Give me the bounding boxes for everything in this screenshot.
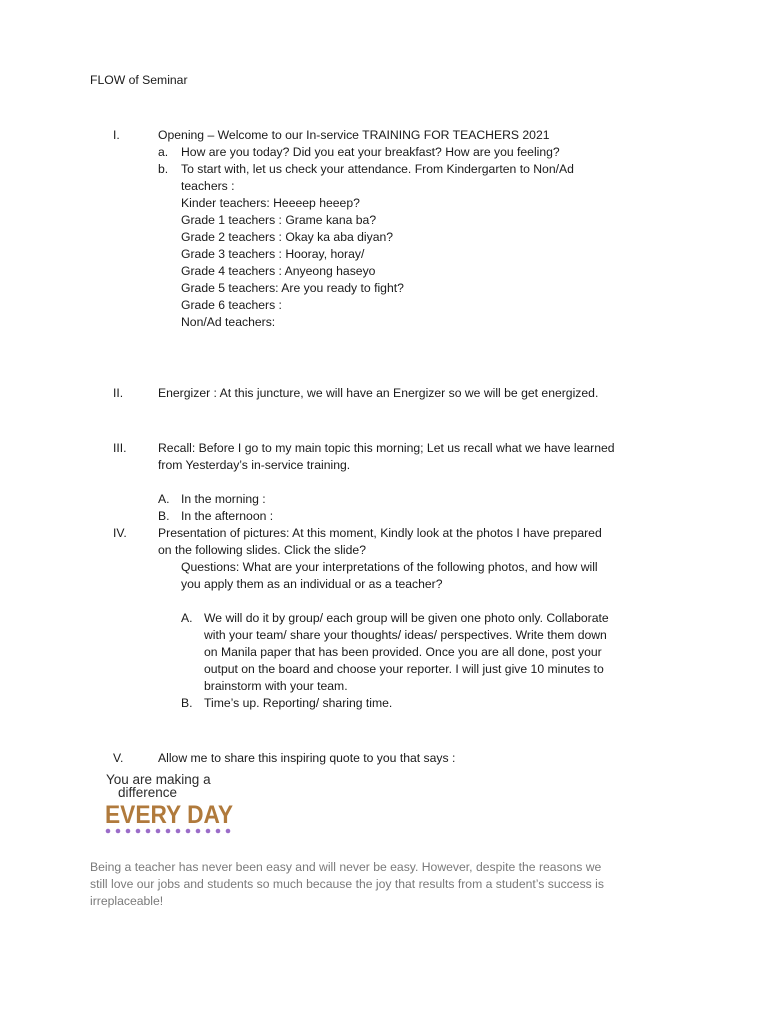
quote-dot [216, 829, 221, 834]
quote-dot [226, 829, 231, 834]
quote-dot [136, 829, 141, 834]
section-3-item-b-letter: B. [158, 509, 170, 523]
section-4-item-a-line: on Manila paper that has been provided. Once you are all done, post your [204, 645, 602, 659]
quote-dot [176, 829, 181, 834]
document-title: FLOW of Seminar [90, 73, 188, 87]
attendance-line: Kinder teachers: Heeeep heeep? [181, 196, 360, 210]
quote-dot [206, 829, 211, 834]
section-2-text: Energizer : At this juncture, we will have an Energizer so we will be get energized. [158, 386, 599, 400]
section-4-item-a-line: with your team/ share your thoughts/ ideas/ perspectives. Write them down [204, 628, 607, 642]
section-3-line: Recall: Before I go to my main topic this morning; Let us recall what we have learned [158, 441, 615, 455]
section-3-item-b-text: In the afternoon : [181, 509, 274, 523]
section-3-item-a-text: In the morning : [181, 492, 266, 506]
attendance-line: Grade 2 teachers : Okay ka aba diyan? [181, 230, 394, 244]
section-3-item-a-letter: A. [158, 492, 170, 506]
section-1-item-b-line: teachers : [181, 179, 235, 193]
quote-dot [156, 829, 161, 834]
section-1-item-b-line: To start with, let us check your attendance. From Kindergarten to Non/Ad [181, 162, 574, 176]
section-5-text: Allow me to share this inspiring quote to you that says : [158, 751, 456, 765]
section-numeral-2: II. [113, 386, 124, 400]
quote-dots-decoration [106, 829, 231, 834]
quote-image [104, 770, 238, 836]
section-numeral-4: IV. [113, 526, 127, 540]
quote-line-3: EVERY DAY [105, 801, 234, 829]
section-4-item-a-line: We will do it by group/ each group will be given one photo only. Collaborate [204, 611, 609, 625]
attendance-line: Grade 5 teachers: Are you ready to fight? [181, 281, 404, 295]
attendance-line: Non/Ad teachers: [181, 315, 276, 329]
section-numeral-3: III. [113, 441, 127, 455]
section-4-item-a-line: brainstorm with your team. [204, 679, 348, 693]
section-4-line: on the following slides. Click the slide? [158, 543, 366, 557]
attendance-line: Grade 6 teachers : [181, 298, 282, 312]
section-4-item-a-letter: A. [181, 611, 193, 625]
section-4-item-a-line: output on the board and choose your reporter. I will just give 10 minutes to [204, 662, 604, 676]
attendance-line: Grade 1 teachers : Grame kana ba? [181, 213, 377, 227]
section-4-questions-line: Questions: What are your interpretations of the following photos, and how will [181, 560, 598, 574]
quote-dot [146, 829, 151, 834]
section-4-item-b-text: Time’s up. Reporting/ sharing time. [204, 696, 393, 710]
quote-dot [106, 829, 111, 834]
quote-dot [116, 829, 121, 834]
closing-line: still love our jobs and students so much because the joy that results from a student’s success is [90, 877, 604, 891]
closing-line: irreplaceable! [90, 894, 164, 908]
section-3-line: from Yesterday’s in-service training. [158, 458, 351, 472]
quote-dot [126, 829, 131, 834]
section-4-item-b-letter: B. [181, 696, 193, 710]
section-numeral-1: I. [113, 128, 120, 142]
quote-dot [186, 829, 191, 834]
section-4-questions-line: you apply them as an individual or as a teacher? [181, 577, 443, 591]
section-1-heading: Opening – Welcome to our In-service TRAINING FOR TEACHERS 2021 [158, 128, 550, 142]
quote-line-1: You are making a [106, 772, 211, 787]
quote-dot [196, 829, 201, 834]
section-1-item-b-letter: b. [158, 162, 169, 176]
section-numeral-5: V. [113, 751, 124, 765]
quote-dot [166, 829, 171, 834]
closing-line: Being a teacher has never been easy and will never be easy. However, despite the reasons we [90, 860, 602, 874]
attendance-line: Grade 4 teachers : Anyeong haseyo [181, 264, 376, 278]
section-1-item-a-letter: a. [158, 145, 169, 159]
section-4-line: Presentation of pictures: At this moment, Kindly look at the photos I have prepared [158, 526, 602, 540]
attendance-line: Grade 3 teachers : Hooray, horay/ [181, 247, 365, 261]
closing-paragraph [90, 859, 680, 910]
section-1-item-a-text: How are you today? Did you eat your breakfast? How are you feeling? [181, 145, 560, 159]
quote-line-2: difference [118, 785, 178, 800]
